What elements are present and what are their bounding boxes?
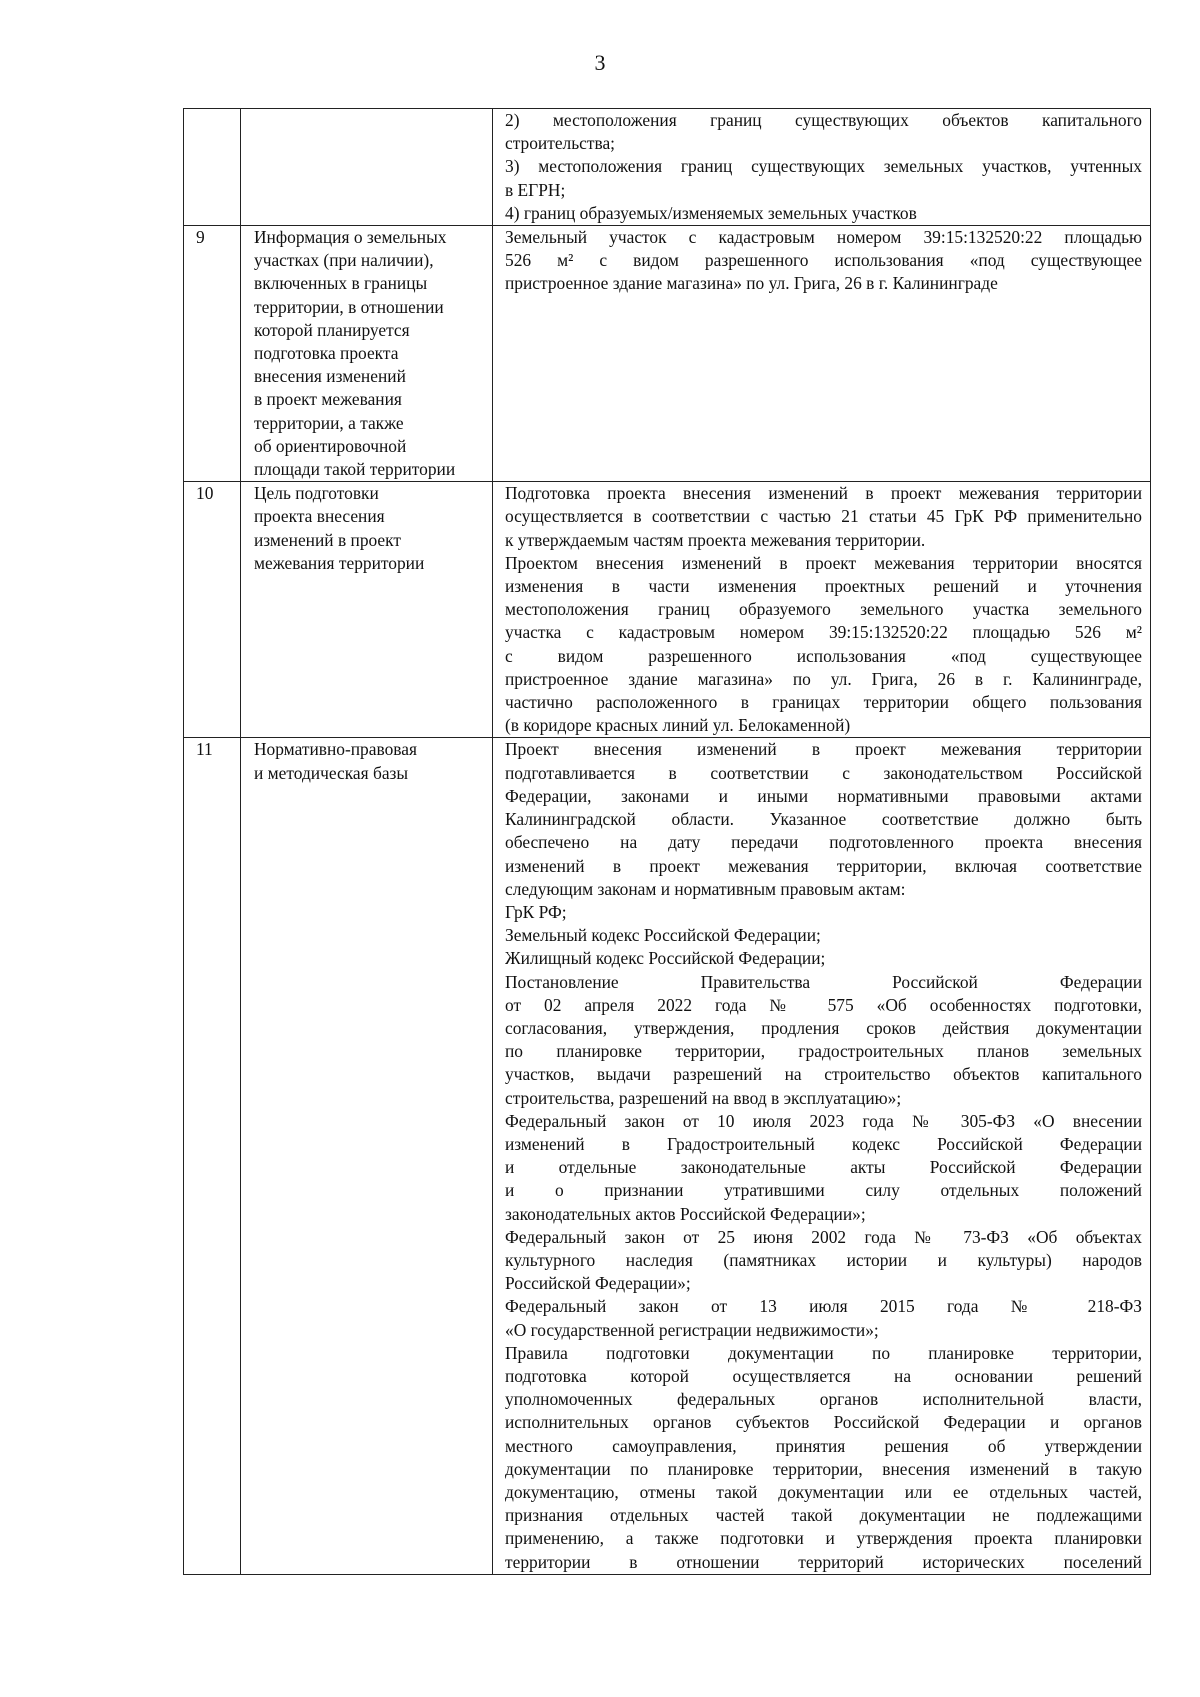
title-line: и методическая базы bbox=[254, 762, 409, 783]
content-line: и отдельные законодательные акты Российской Федерации bbox=[505, 1157, 1142, 1178]
row-title bbox=[241, 482, 493, 738]
content-line: ГрК РФ; bbox=[505, 901, 567, 922]
row-content bbox=[493, 109, 1151, 226]
content-line: (в коридоре красных линий ул. Белокаменной) bbox=[505, 715, 851, 736]
row-content bbox=[493, 738, 1151, 1574]
title-line: территории, в отношении bbox=[254, 296, 444, 317]
content-line: строительства; bbox=[505, 133, 616, 154]
content-line: местоположения границ образуемого земельного участка земельного bbox=[505, 599, 1142, 620]
content-line: Федеральный закон от 25 июня 2002 года № 73-ФЗ «Об объектах bbox=[505, 1226, 1142, 1247]
row-title bbox=[241, 226, 493, 482]
content-line: от 02 апреля 2022 года № 575 «Об особенностях подготовки, bbox=[505, 994, 1142, 1015]
content-line: по планировке территории, градостроительных планов земельных bbox=[505, 1041, 1142, 1062]
row-number: 9 bbox=[184, 226, 241, 482]
content-line: пристроенное здание магазина» по ул. Грига, 26 в г. Калининграде bbox=[505, 273, 998, 294]
content-line: согласования, утверждения, продления сроков действия документации bbox=[505, 1017, 1142, 1038]
content-line: с видом разрешенного использования «под существующее bbox=[505, 645, 1142, 666]
title-line: Нормативно-правовая bbox=[254, 739, 417, 760]
title-line: которой планируется bbox=[254, 319, 410, 340]
title-line: территории, а также bbox=[254, 412, 404, 433]
content-line: Федеральный закон от 13 июля 2015 года № 218-ФЗ bbox=[505, 1296, 1142, 1317]
content-line: осуществляется в соответствии с частью 21 статьи 45 ГрК РФ применительно bbox=[505, 506, 1142, 527]
content-line: изменений в проект межевания территории, включая соответствие bbox=[505, 855, 1142, 876]
row-title bbox=[241, 109, 493, 226]
title-line: изменений в проект bbox=[254, 529, 401, 550]
content-line: культурного наследия (памятниках истории и культуры) народов bbox=[505, 1249, 1142, 1270]
content-line: подготовка которой осуществляется на основании решений bbox=[505, 1365, 1142, 1386]
content-line: пристроенное здание магазина» по ул. Грига, 26 в г. Калининграде, bbox=[505, 668, 1142, 689]
content-line: 3) местоположения границ существующих земельных участков, учтенных bbox=[505, 156, 1142, 177]
content-line: Федеральный закон от 10 июля 2023 года № 305-ФЗ «О внесении bbox=[505, 1110, 1142, 1131]
title-line: внесения изменений bbox=[254, 366, 406, 387]
content-line: в ЕГРН; bbox=[505, 179, 566, 200]
content-line: к утверждаемым частям проекта межевания территории. bbox=[505, 529, 926, 550]
title-line: площади такой территории bbox=[254, 459, 456, 480]
content-line: «О государственной регистрации недвижимости»; bbox=[505, 1319, 879, 1340]
content-line: Проект внесения изменений в проект межевания территории bbox=[505, 739, 1142, 760]
title-line: Информация о земельных bbox=[254, 227, 447, 248]
content-line: Проектом внесения изменений в проект межевания территории вносятся bbox=[505, 552, 1142, 573]
content-line: Российской Федерации»; bbox=[505, 1273, 691, 1294]
content-line: обеспечено на дату передачи подготовленного проекта внесения bbox=[505, 832, 1142, 853]
content-line: применению, а также подготовки и утверждения проекта планировки bbox=[505, 1528, 1142, 1549]
content-line: Земельный участок с кадастровым номером 39:15:132520:22 площадью bbox=[505, 227, 1142, 248]
content-line: Калининградской области. Указанное соответствие должно быть bbox=[505, 809, 1142, 830]
content-line: строительства, разрешений на ввод в эксплуатацию»; bbox=[505, 1087, 902, 1108]
content-line: местного самоуправления, принятия решения об утверждении bbox=[505, 1435, 1142, 1456]
title-line: включенных в границы bbox=[254, 273, 428, 294]
content-line: документации по планировке территории, внесения изменений в такую bbox=[505, 1458, 1142, 1479]
content-line: Постановление Правительства Российской Федерации bbox=[505, 971, 1142, 992]
content-line: уполномоченных федеральных органов исполнительной власти, bbox=[505, 1389, 1142, 1410]
content-line: законодательных актов Российской Федерации»; bbox=[505, 1203, 866, 1224]
content-line: изменений в Градостроительный кодекс Российской Федерации bbox=[505, 1133, 1142, 1154]
content-line: документацию, отмены такой документации или ее отдельных частей, bbox=[505, 1481, 1142, 1502]
title-line: в проект межевания bbox=[254, 389, 402, 410]
row-content bbox=[493, 482, 1151, 738]
page-number: 3 bbox=[594, 50, 606, 75]
content-line: Жилищный кодекс Российской Федерации; bbox=[505, 948, 826, 969]
content-line: следующим законам и нормативным правовым актам: bbox=[505, 878, 906, 899]
title-line: проекта внесения bbox=[254, 506, 385, 527]
specification-table bbox=[183, 108, 1151, 1575]
title-line: межевания территории bbox=[254, 552, 425, 573]
row-number: 11 bbox=[184, 738, 241, 1574]
content-line: изменения в части изменения проектных решений и уточнения bbox=[505, 576, 1142, 597]
content-line: 2) местоположения границ существующих объектов капитального bbox=[505, 110, 1142, 130]
table-row bbox=[184, 482, 1151, 738]
content-line: Федерации, законами и иными нормативными правовыми актами bbox=[505, 785, 1142, 806]
table-row bbox=[184, 109, 1151, 226]
content-line: участка с кадастровым номером 39:15:132520:22 площадью 526 м² bbox=[505, 622, 1142, 643]
content-line: территории в отношении территорий исторических поселений bbox=[505, 1551, 1142, 1572]
table-row bbox=[184, 226, 1151, 482]
content-line: подготавливается в соответствии с законодательством Российской bbox=[505, 762, 1142, 783]
row-content bbox=[493, 226, 1151, 482]
content-line: частично расположенного в границах территории общего пользования bbox=[505, 692, 1142, 713]
content-line: 4) границ образуемых/изменяемых земельных участков bbox=[505, 202, 917, 223]
table-row bbox=[184, 738, 1151, 1574]
content-line: исполнительных органов субъектов Российской Федерации и органов bbox=[505, 1412, 1142, 1433]
content-line: признания отдельных частей такой документации не подлежащими bbox=[505, 1505, 1142, 1526]
content-line: участков, выдачи разрешений на строительство объектов капитального bbox=[505, 1064, 1142, 1085]
title-line: об ориентировочной bbox=[254, 435, 407, 456]
row-number: 10 bbox=[184, 482, 241, 738]
row-title bbox=[241, 738, 493, 1574]
row-number bbox=[184, 109, 241, 226]
title-line: Цель подготовки bbox=[254, 483, 379, 504]
content-line: 526 м² с видом разрешенного использования «под существующее bbox=[505, 250, 1142, 271]
content-line: Земельный кодекс Российской Федерации; bbox=[505, 925, 821, 946]
content-line: Правила подготовки документации по планировке территории, bbox=[505, 1342, 1142, 1363]
content-line: и о признании утратившими силу отдельных положений bbox=[505, 1180, 1142, 1201]
content-line: Подготовка проекта внесения изменений в проект межевания территории bbox=[505, 483, 1142, 504]
title-line: подготовка проекта bbox=[254, 343, 399, 364]
title-line: участках (при наличии), bbox=[254, 250, 434, 271]
